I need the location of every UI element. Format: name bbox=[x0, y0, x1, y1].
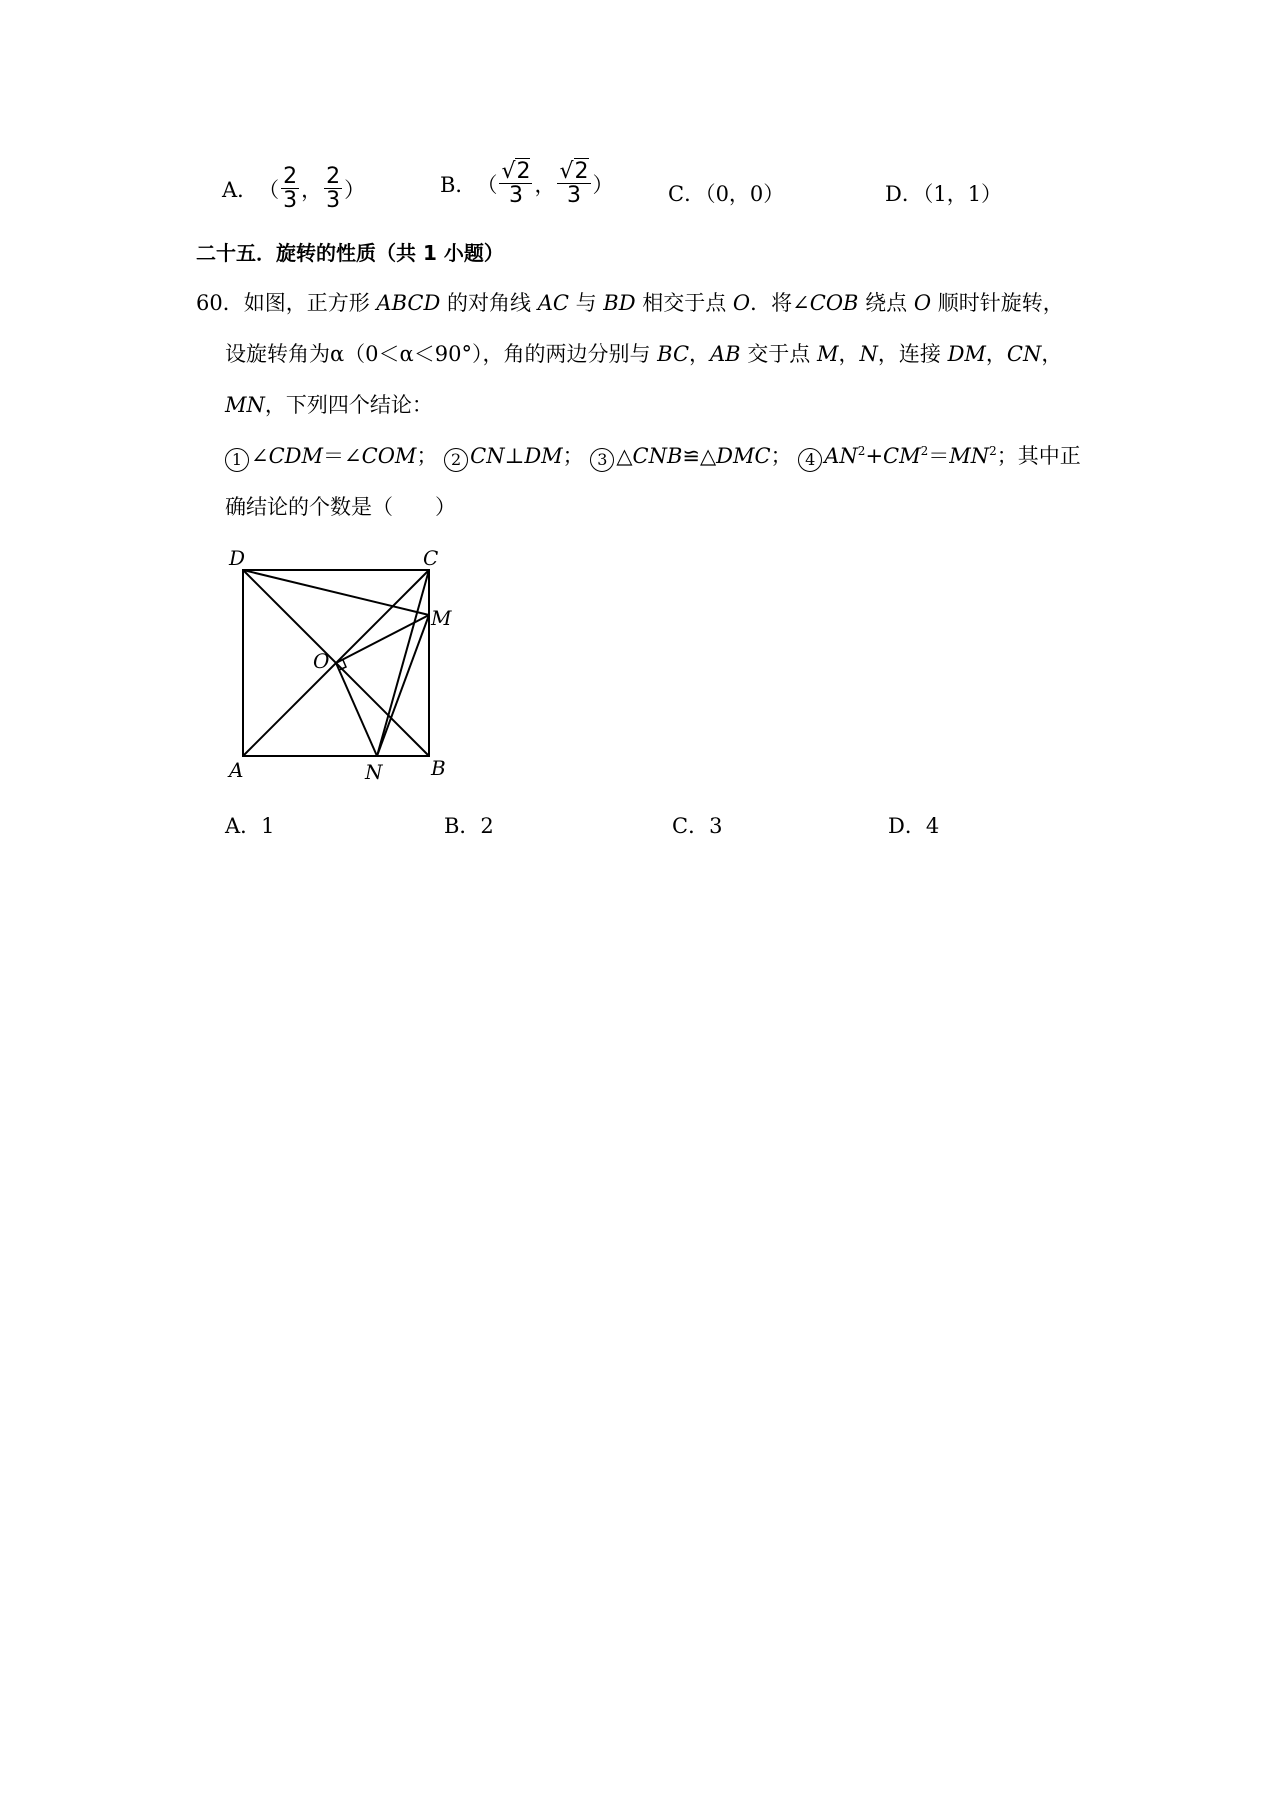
text: 绕点 bbox=[858, 291, 914, 315]
question-line-1 bbox=[196, 287, 1064, 317]
circled-number: 4 bbox=[798, 448, 822, 472]
math-var: CNB bbox=[632, 444, 683, 468]
fraction bbox=[324, 165, 342, 212]
text: ⊥ bbox=[504, 444, 525, 468]
math-var: CN bbox=[470, 444, 505, 468]
text: + bbox=[865, 444, 884, 468]
text: ， bbox=[985, 342, 1007, 366]
text: 的对角线 bbox=[440, 291, 538, 315]
math-var: COM bbox=[361, 444, 417, 468]
text: 相交于点 bbox=[635, 291, 733, 315]
denominator: 3 bbox=[566, 183, 581, 209]
math-var: COB bbox=[809, 291, 859, 315]
text: ； bbox=[770, 444, 792, 468]
text: ＝∠ bbox=[323, 444, 362, 468]
circled-number: 3 bbox=[590, 448, 614, 472]
separator: ， bbox=[301, 177, 323, 202]
text: 顺时针旋转， bbox=[931, 291, 1064, 315]
question-line-3 bbox=[225, 389, 433, 419]
math-var: AB bbox=[710, 342, 741, 366]
segment-cn bbox=[377, 570, 429, 756]
superscript: 2 bbox=[857, 444, 866, 458]
prev-option-a bbox=[222, 165, 365, 212]
label-m: M bbox=[431, 606, 452, 630]
math-var: MN bbox=[949, 444, 990, 468]
math-var: N bbox=[859, 342, 878, 366]
superscript: 2 bbox=[989, 444, 997, 458]
text: 如图，正方形 bbox=[243, 291, 377, 315]
conclusions-line bbox=[225, 440, 1081, 472]
math-var: O bbox=[913, 291, 932, 315]
text: ＝ bbox=[928, 444, 950, 468]
segment-dm bbox=[243, 570, 429, 615]
label-o: O bbox=[313, 649, 330, 673]
text: ．将∠ bbox=[750, 291, 810, 315]
prev-option-c: C．（0，0） bbox=[668, 182, 785, 206]
denominator: 3 bbox=[508, 183, 523, 209]
math-var: AC bbox=[537, 291, 569, 315]
math-var: CDM bbox=[268, 444, 324, 468]
label-a: A bbox=[229, 758, 244, 782]
text: ， bbox=[689, 342, 711, 366]
fraction bbox=[499, 160, 532, 207]
question-line-2 bbox=[225, 338, 1062, 368]
math-var: BD bbox=[603, 291, 636, 315]
sqrt-sign: √ bbox=[501, 159, 516, 184]
label-b: B bbox=[431, 756, 446, 780]
denominator: 3 bbox=[283, 188, 298, 214]
label-c: C bbox=[423, 546, 439, 570]
superscript: 2 bbox=[920, 444, 929, 458]
numerator bbox=[499, 160, 532, 184]
paren: （ bbox=[476, 172, 498, 197]
math-var: CN bbox=[1006, 342, 1042, 366]
text: ，连接 bbox=[877, 342, 948, 366]
numerator: 2 bbox=[326, 164, 341, 189]
option-a: A．1 bbox=[225, 814, 275, 838]
text: △ bbox=[616, 444, 633, 468]
segment-mn bbox=[377, 615, 429, 756]
sqrt-sign: √ bbox=[559, 159, 574, 184]
math-var: BC bbox=[657, 342, 690, 366]
radicand: 2 bbox=[516, 159, 531, 184]
segment-on bbox=[336, 663, 377, 756]
text: ；其中正 bbox=[996, 444, 1081, 468]
radicand: 2 bbox=[574, 159, 589, 184]
option-label: A． bbox=[222, 177, 259, 202]
math-var: MN bbox=[225, 393, 265, 417]
circled-number: 1 bbox=[225, 448, 249, 472]
option-b: B．2 bbox=[444, 814, 494, 838]
prev-option-b bbox=[440, 160, 614, 207]
text: ∠ bbox=[251, 444, 269, 468]
text: ； bbox=[562, 444, 584, 468]
denominator: 3 bbox=[326, 188, 341, 214]
fraction bbox=[281, 165, 299, 212]
math-var: O bbox=[732, 291, 751, 315]
separator: ， bbox=[534, 172, 556, 197]
numerator bbox=[557, 160, 590, 184]
option-label: B． bbox=[440, 172, 477, 197]
text: ， bbox=[838, 342, 860, 366]
question-number: 60． bbox=[196, 291, 244, 315]
paren: （ bbox=[258, 177, 280, 202]
paren: ） bbox=[592, 172, 614, 197]
math-var: DM bbox=[947, 342, 986, 366]
math-var: AN bbox=[824, 444, 858, 468]
label-d: D bbox=[229, 546, 246, 570]
math-var: DM bbox=[524, 444, 563, 468]
fraction bbox=[557, 160, 590, 207]
text: ， bbox=[1041, 342, 1063, 366]
text: ，下列四个结论： bbox=[264, 393, 433, 417]
math-var: DMC bbox=[716, 444, 771, 468]
text: 与 bbox=[568, 291, 604, 315]
paren: ） bbox=[344, 177, 366, 202]
section-heading: 二十五．旋转的性质（共 1 小题） bbox=[196, 241, 504, 265]
math-var: M bbox=[816, 342, 839, 366]
math-var: ABCD bbox=[376, 291, 441, 315]
numerator: 2 bbox=[283, 164, 298, 189]
circled-number: 2 bbox=[444, 448, 468, 472]
square-figure bbox=[225, 545, 465, 785]
prev-option-d: D．（1，1） bbox=[885, 182, 1003, 206]
math-var: CM bbox=[883, 444, 921, 468]
question-line-5: 确结论的个数是（ ） bbox=[225, 495, 456, 519]
option-d: D．4 bbox=[888, 814, 940, 838]
text: ； bbox=[416, 444, 438, 468]
option-c: C．3 bbox=[672, 814, 723, 838]
label-n: N bbox=[365, 760, 383, 784]
text: ≌△ bbox=[682, 444, 717, 468]
text: 设旋转角为α（0＜α＜90°），角的两边分别与 bbox=[225, 342, 658, 366]
text: 交于点 bbox=[740, 342, 817, 366]
